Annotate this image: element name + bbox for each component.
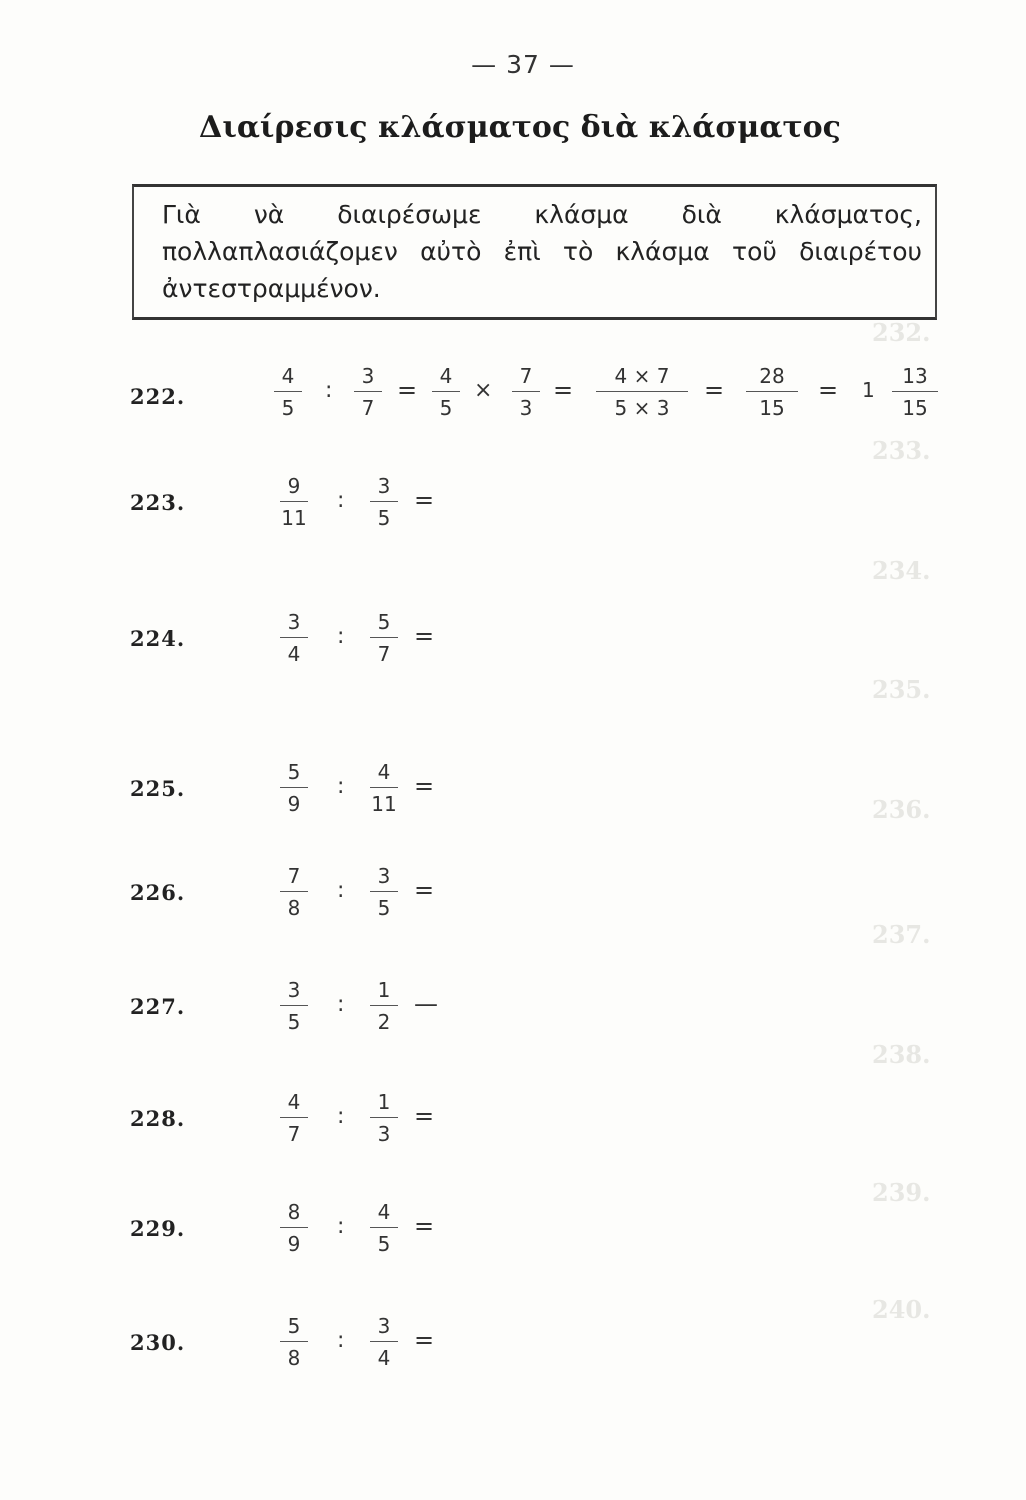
page-number: — 37 — [471,50,575,79]
division-sign: : [337,992,345,1017]
multiplication-sign: × [474,378,493,403]
problem-number: 224. [130,626,186,651]
fraction: 5 7 [366,610,402,666]
equals-sign: — [414,990,438,1018]
equals-sign: = [414,486,435,514]
fraction: 4 7 [276,1090,312,1146]
division-sign: : [337,1328,345,1353]
fraction: 8 9 [276,1200,312,1256]
exercise-problem [0,1314,1026,1374]
bleed-through-mark: 235. [872,675,931,704]
equals-sign: = [397,376,418,404]
equals-sign: = [414,1326,435,1354]
fraction: 3 5 [366,864,402,920]
bleed-through-mark: 232. [872,318,931,347]
problem-number: 225. [130,776,186,801]
fraction: 4 × 7 5 × 3 [592,364,692,420]
equals-sign: = [553,376,574,404]
equals-sign: = [414,876,435,904]
equals-sign: = [414,772,435,800]
equals-sign: = [414,1212,435,1240]
division-sign: : [337,774,345,799]
fraction: 3 5 [276,978,312,1034]
exercise-problem [0,610,1026,670]
fraction: 4 5 [270,364,306,420]
fraction: 4 11 [371,760,397,816]
equals-sign: = [414,622,435,650]
exercise-problem [0,474,1026,534]
problem-number: 228. [130,1106,186,1131]
fraction: 3 5 [366,474,402,530]
exercise-problem [0,760,1026,820]
fraction: 7 8 [276,864,312,920]
fraction: 7 3 [508,364,544,420]
fraction: 4 5 [428,364,464,420]
fraction: 3 4 [366,1314,402,1370]
exercise-problem [0,978,1026,1038]
problem-number: 222. [130,384,186,409]
fraction: 5 8 [276,1314,312,1370]
bleed-through-mark: 238. [872,1040,931,1069]
fraction: 1 3 [366,1090,402,1146]
worked-example [0,364,1026,424]
equals-sign: = [704,376,725,404]
division-sign: : [337,1214,345,1239]
exercise-problem [0,1090,1026,1150]
equals-sign: = [414,1102,435,1130]
whole-part: 1 [862,378,875,402]
bleed-through-mark: 237. [872,920,931,949]
bleed-through-mark: 236. [872,795,931,824]
problem-number: 226. [130,880,186,905]
fraction: 3 7 [350,364,386,420]
section-title: Διαίρεσις κλάσματος διὰ κλάσματος [199,110,841,145]
division-sign: : [337,624,345,649]
rule-text: Γιὰ νὰ διαιρέσωμε κλάσμα διὰ κλάσματος, πολλαπλασιάζομεν αὐτὸ ἐπὶ τὸ κλάσμα τοῦ διαιρέτου ἀντεστραμμένον. [162,200,922,303]
division-sign: : [337,488,345,513]
fraction: 5 9 [276,760,312,816]
fraction: 13 15 [888,364,942,420]
fraction: 28 15 [742,364,802,420]
fraction: 1 2 [366,978,402,1034]
fraction: 4 5 [366,1200,402,1256]
bleed-through-mark: 234. [872,556,931,585]
problem-number: 229. [130,1216,186,1241]
problem-number: 223. [130,490,186,515]
bleed-through-mark: 240. [872,1295,931,1324]
equals-sign: = [818,376,839,404]
fraction: 3 4 [276,610,312,666]
exercise-problem [0,864,1026,924]
bleed-through-mark: 239. [872,1178,931,1207]
fraction: 9 11 [281,474,307,530]
bleed-through-mark: 233. [872,436,931,465]
division-sign: : [325,378,333,403]
problem-number: 227. [130,994,186,1019]
problem-number: 230. [130,1330,186,1355]
division-sign: : [337,878,345,903]
division-sign: : [337,1104,345,1129]
exercise-problem [0,1200,1026,1260]
